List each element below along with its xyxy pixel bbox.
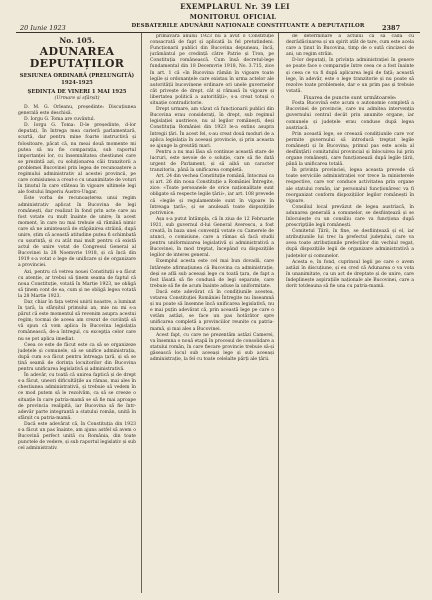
paragraph: Dacă este adevărat că, în Constituția din 1923 s-a făcut un pas înainte, am ajuns astfel să avem o Bucovină perfect unită cu România, din toate punctele de vedere, și sub raportul legislativ și sub cel administrativ. bbox=[18, 421, 136, 452]
paragraph: Acesta e, în fond, cuprinsul legii pe care o avem astăzi în discuțiune, și eu cred că Adunarea o va vota în unanimitate, ca un act de dreptate și de unire, care îndeplinește aspirațiile naționale ale Bucovinei, care a dorit totdeauna să fie una cu patria-mamă. bbox=[286, 259, 414, 290]
column-1 bbox=[18, 34, 136, 590]
column-2 bbox=[150, 34, 274, 590]
paragraph: Așa s-a putut întâmpla, că în ziua de 12 Februarie 1921, sub guvernul d-lui General Averescu, a fost creată, în baza unei convenții votate cu Camerele de atunci, o comisiune, care a rămas să facă studii pentru uniformizarea legislativă și administrativă a Bucovinei, în mod treptat, începând cu dispozițiile legilor de interes general. bbox=[150, 216, 274, 259]
paragraph: În adevăr, cu toată că unirea faptică și de drept s-a făcut, uneori dificultățile au rămas, mai ales în chestiunea administrativă, și trebuie să vedem în ce mod putem să le rezolvăm, ca să se creeze o situație în care patria-mamă se să fie mai aproape de provincia realipită, iar Bucovina să fie într-adevăr parte integrantă a statului român, unită în sfârșit cu patria-mamă. bbox=[18, 373, 136, 421]
running-header: DESBATERILE ADUNĂRII NAȚIONALE CONSTITUANTE A DEPUTAȚILOR bbox=[131, 23, 365, 29]
paragraph: Dar, chiar în fața vetrei unirii noastre, a luminat în țară, la sfârșitul primului an, mie nu mi s-a părut că este momentul să revenim asupra acestui regim; tocmai de aceea am crezut de cuviință să vă spun că vom aplica în Bucovina legislația românească, de-a întregul, cu excepția celor care nu se pot aplica imediat. bbox=[18, 300, 136, 342]
paragraph: Azi, pentru că vetrea nouei Constituții s-a făcut cu atenție, ar trebui să ținem seama de faptul că noua Constituție, votată în Martie 1923, ne obligă să ținem cont de ea, cum și ne obligă legea votată la 28 Martie 1923. bbox=[18, 269, 136, 299]
paragraph: Consiliul local prevăzut de legea austriacă, în adunarea generală a comunelor, se desființează și se înlocuiește cu un consiliu care va funcționa după prescripțiile legii românești. bbox=[286, 204, 414, 229]
column-divider-1 bbox=[141, 33, 142, 593]
paragraph: D. Iorgu G. Toma are cuvântul. bbox=[24, 117, 95, 123]
sitting-title: ȘEDINȚA DE VINERI 1 MAI 1925 bbox=[27, 89, 127, 95]
paragraph: Acest fapt, cu care ne prezentăm astăzi Camerei, va însemna o nouă etapă în procesul de consolidare a statului român, în care fiecare provincie trebuie să-și găsească locul sub aceeași lege și sub aceeași administrație, la fel cu toate celelalte părți ale țării. bbox=[150, 332, 274, 362]
paragraph: Drept urmare, am văzut că funcționarii publici din Bucovina erau considerați, în drept, sub regimul legislației austriece, nu al legilor românești, deși Constituția României din 1923 le-a extins asupra întregii țări. În acest fel, s-au creat două moduri de a aplica legislația în aceeași provincie, și prin aceasta se ajunge la greutăți mari. bbox=[150, 107, 274, 149]
paragraph: primăvara anului 1923 nu a avut o Constituție consacrată de fapt și aplicată la fel pretutindeni. Funcționarii publici din Bucovina depuneau, încă, jurământul pe credință către Patrie și Tron, pe Constituția românească. Cum însă decretul-lege fundamental din 18 Decemvrie 1918, No. 3.715, zice în art. 1 că «în Bucovina rămân în vigoare toate legile și ordonanțele care existau în urma actelor ale autorității bucovinene ordinare ori unele guvernelor cât privește de drept, cât și rămasă în vigoare și libertatea politică a autorității», s-a creat totuși o situație contradictorie. bbox=[150, 34, 274, 107]
paragraph: de determinare a actului ca să cadă cu dezrădăcinarea și un spirit atât de tare, cum este acela care a ținut în Bucovina, timp de o sută cincizeci de ani, un regim străin. bbox=[286, 34, 414, 58]
column-3 bbox=[286, 34, 414, 590]
column-divider-2 bbox=[278, 33, 279, 593]
exemplar-price: EXEMPLARUL Nr. 39 LEI bbox=[180, 2, 290, 11]
paragraph: Prin această lege, se creează condițiunile care vor permite guvernului să introducă treptat legile românești și în Bucovina; primul pas este acela al desființării comitatului provincial și înlocuirea lui prin organe românești, care funcționează după legile țării, până la unificarea totală. bbox=[286, 131, 414, 168]
paragraph: Ceea ce este de făcut este ca să se organizeze județele și comunele, să se unifice administrația, după cum s-a făcut pentru întreaga țară, și să se țină seamă de dorința locuitorilor din Bucovina pentru unificarea legislativă și administrativă. bbox=[18, 342, 136, 373]
paragraph: Art. 24 din vechea Constituție română, întocmai ca și art. 26 din noua Constituție a României Întregite, zice: «Toate persoanele de orice naționalitate sunt obligate să respecte legile țării», iar art. 108 prevede că «legile și regulamentele sunt în vigoare în întreaga țară», și se anulează toate dispozițiile potrivnice. bbox=[150, 174, 274, 216]
paragraph: Exemplul acesta este cel mai bun dovadă, care întărește afirmațiunea că Bucovina ca administrație, deși se află sub aceeași lege cu toată țara, de fapt a fost lăsată să fie condusă de legi separate, care trebuie să fie de acum înainte aduse la uniformitate. bbox=[150, 259, 274, 289]
publication-title: MONITORUL OFICIAL bbox=[189, 13, 277, 21]
paragraph: Pentru a nu mai lăsa să continue această stare de lucruri, este nevoie de o soluție, care să fie dată urgent de Parlament, și să aibă un caracter tranzitoriu, până la unificarea completă. bbox=[150, 149, 274, 174]
paragraph: Dacă este adevărat că în condițiunile acestea, votarea Constituției României Întregite nu înseamnă și nu poate să însemne încă unificarea legislativă, nu e mai puțin adevărat că, prin această lege pe care o votăm astăzi, se face un pas hotărâtor spre unificarea completă a provinciilor reunite cu patria-mamă, și mai ales a Bucovinei. bbox=[150, 289, 274, 332]
paragraph: D. M. G. Orleanu, președinte: Discuțiunea generală este deschisă. bbox=[18, 105, 136, 117]
paragraph: În privința provinciei, legea aceasta prevede că toate serviciile administrației vor trece la ministerele respective, care vor conduce activitatea prin organe ale statului român, iar personalul funcționăresc va fi reorganizat conform dispozițiilor legilor românești în vigoare. bbox=[286, 168, 414, 204]
section-subheading: Fixarea de puncte sunt următoarele: bbox=[303, 94, 397, 101]
masthead-title: ADUNAREA DEPUTAȚILOR bbox=[29, 45, 125, 70]
page-number: 2387 bbox=[382, 24, 401, 32]
continuation-note: (Urmare și sfârșit) bbox=[54, 96, 100, 101]
paragraph: D. Iorgu G. Toma: D-le președinte, d-lor deputați, În întrega mea carieră parlamentară, scurtă, dar pentru mine foarte instructivă și folositoare, păcat că, nu meai două momente mi putea să nu fie comparația, sub raportul importanței lor, cu însemnătatea chestiunei care se prezintă azi, cu soluționarea căii tranzitorii a problemei Bucovinei prin legea de recunoaștere a regimului administrativ al acestei provincii, pe care comisiunea a creat-o cu unanimitate de voturi în ținutul în care stăteau în vigoare ultimele legi ale fostului Imperiu Austro-Ungar. bbox=[18, 123, 136, 196]
paragraph: Fosta Bucovină este acum o autonomie completă a Bucovinei de provincie, care nu admitea intervenția guvernului central decât prin anumite organe, iar comunele și județele erau conduse după legea austriacă. bbox=[286, 101, 414, 131]
session-title: SESIUNEA ORDINARĂ (PRELUNGITĂ) 1924-1925 bbox=[19, 73, 135, 86]
paragraph: D-lor deputați, în privința administrației în genere se poate face o comparație între ceea ce a fost înainte și ceea ce va fi după aplicarea legii de față; această lege, în adevăr, este o lege tranzitorie și nu poate să rezolve toate problemele, dar e un prim pas și trebuie votată. bbox=[286, 58, 414, 94]
paragraph: Comitetul Țării, în fine, se desființează și el, iar atribuțiunile lui trec la prefectul județului, care va avea toate atribuțiunile prefecților din vechiul regat, după dispozițiile legii de organizare administrativă a județelor și comunelor. bbox=[286, 229, 414, 259]
issue-number: No. 105. bbox=[59, 36, 95, 45]
header-rule bbox=[16, 32, 420, 33]
paragraph: Este vorba de recunoașterea unui regim administrativ aplicat în Bucovina de legi românești, dar realizat în fond prin acte care au fost votate cu mult înainte de unire; în acest moment, în care nu mai trebuie să rămână nimic care să ne amintească de stăpânirea străină, după unire, știm că această atitudine putea fi schimbată cu ușurință, și cu atât mai mult pentru că există actul de unire votat de Congresul General al Bucovinei la 28 Noemvrie 1918, și că încă din 1919 s-a votat o lege de unificare și de organizare a provinciei. bbox=[18, 196, 136, 269]
issue-date: 20 Iunie 1923 bbox=[20, 24, 66, 32]
